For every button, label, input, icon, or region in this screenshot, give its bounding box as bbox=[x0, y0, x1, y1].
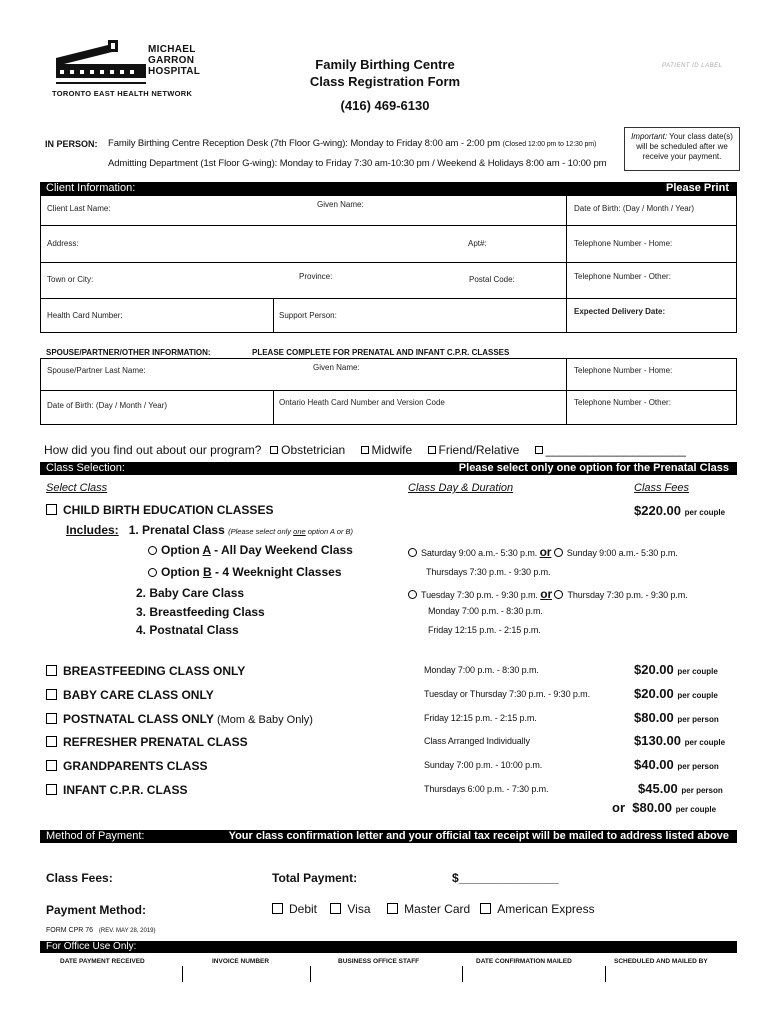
other-classes-list bbox=[46, 662, 736, 805]
important-label: Important: bbox=[631, 132, 668, 141]
cbe-fee-amount: $220.00 bbox=[634, 503, 681, 518]
includes-line bbox=[66, 523, 353, 537]
referral-question-text: How did you find out about our program? bbox=[44, 443, 262, 457]
midwife-label: Midwife bbox=[371, 443, 413, 457]
spouse-last-name-field[interactable]: Spouse/Partner Last Name: bbox=[47, 366, 146, 375]
baby-care-label: 2. Baby Care Class bbox=[136, 586, 245, 600]
payment-label: Method of Payment: bbox=[46, 830, 145, 842]
amex-checkbox[interactable] bbox=[480, 903, 491, 914]
payment-bar bbox=[40, 830, 737, 843]
option-a[interactable]: Option A - All Day Weekend Class bbox=[148, 543, 353, 557]
spouse-tel-other-field[interactable]: Telephone Number - Other: bbox=[574, 398, 671, 407]
location-1-note: (Closed 12:00 pm to 12:30 pm) bbox=[502, 141, 597, 148]
address-field[interactable]: Address: bbox=[47, 239, 79, 248]
class-fees-label: Class Fees: bbox=[46, 871, 113, 885]
office-label: For Office Use Only: bbox=[46, 941, 137, 952]
client-info-grid bbox=[40, 195, 737, 333]
select-class-header: Select Class bbox=[46, 482, 108, 494]
friend-label: Friend/Relative bbox=[438, 443, 520, 457]
hospital-logo bbox=[52, 40, 212, 100]
please-print-label: Please Print bbox=[666, 182, 729, 194]
org-name-1: MICHAEL bbox=[148, 44, 196, 55]
apt-field[interactable]: Apt#: bbox=[468, 239, 487, 248]
title-line-2: Class Registration Form bbox=[309, 74, 461, 89]
mastercard-checkbox[interactable] bbox=[387, 903, 398, 914]
spouse-grid bbox=[40, 358, 737, 425]
office-col-date-mailed: DATE CONFIRMATION MAILED bbox=[476, 958, 572, 965]
town-field[interactable]: Town or City: bbox=[47, 275, 94, 284]
tel-other-field[interactable]: Telephone Number - Other: bbox=[574, 272, 671, 281]
class-fees-header: Class Fees bbox=[634, 482, 690, 494]
baby-care-schedule: Tuesday 7:30 p.m. - 9:30 p.m. or Thursday 7:30 p.m. - 9:30 p.m. bbox=[408, 587, 688, 601]
class-checkbox[interactable] bbox=[46, 760, 57, 771]
total-payment-field[interactable]: $_______________ bbox=[452, 871, 559, 885]
cbe-checkbox[interactable] bbox=[46, 504, 57, 515]
includes-label: Includes: bbox=[66, 523, 119, 537]
other-line[interactable]: _____________________ bbox=[545, 443, 686, 457]
client-given-name-field[interactable]: Given Name: bbox=[317, 200, 364, 209]
title-line-1: Family Birthing Centre bbox=[315, 57, 455, 72]
prenatal-class-label: 1. Prenatal Class bbox=[128, 523, 225, 537]
office-col-date-received: DATE PAYMENT RECEIVED bbox=[60, 958, 145, 965]
client-info-bar bbox=[40, 182, 737, 195]
class-checkbox[interactable] bbox=[46, 784, 57, 795]
other-checkbox[interactable] bbox=[535, 446, 543, 454]
class-row[interactable]: BABY CARE CLASS ONLY Tuesday or Thursday 7:30 p.m. - 9:30 p.m. $20.00 per couple bbox=[46, 686, 736, 710]
saturday-radio[interactable] bbox=[408, 548, 417, 557]
class-checkbox[interactable] bbox=[46, 736, 57, 747]
total-payment-label: Total Payment: bbox=[272, 871, 358, 885]
network-name: TORONTO EAST HEALTH NETWORK bbox=[52, 89, 193, 98]
cbe-title: CHILD BIRTH EDUCATION CLASSES bbox=[63, 503, 274, 517]
referral-question bbox=[44, 443, 686, 457]
office-col-staff: BUSINESS OFFICE STAFF bbox=[338, 958, 420, 965]
edd-field[interactable]: Expected Delivery Date: bbox=[574, 307, 666, 316]
option-b-radio[interactable] bbox=[148, 568, 157, 577]
class-row[interactable]: REFRESHER PRENATAL CLASS Class Arranged Individually $130.00 per couple bbox=[46, 733, 736, 757]
health-card-field[interactable]: Health Card Number: bbox=[47, 311, 123, 320]
thursday-radio[interactable] bbox=[554, 590, 563, 599]
location-line-2: Admitting Department (1st Floor G-wing): Monday to Friday 7:30 am-10:30 pm / Weekend & Holidays 8:00 am - 10:00 pm bbox=[108, 158, 607, 169]
form-code: FORM CPR 76 (REV. MAY 28, 2019) bbox=[46, 927, 156, 934]
class-checkbox[interactable] bbox=[46, 689, 57, 700]
cpr-alt-fee: or $80.00 per couple bbox=[612, 800, 717, 815]
postnatal-label: 4. Postnatal Class bbox=[136, 623, 239, 637]
office-divider bbox=[462, 966, 463, 982]
class-row[interactable]: POSTNATAL CLASS ONLY (Mom & Baby Only) Friday 12:15 p.m. - 2:15 p.m. $80.00 per person bbox=[46, 710, 736, 734]
class-selection-instruction: Please select only one option for the Prenatal Class bbox=[458, 462, 729, 474]
payment-method-label: Payment Method: bbox=[46, 903, 147, 917]
friend-checkbox[interactable] bbox=[428, 446, 436, 454]
form-title-block bbox=[250, 56, 520, 114]
office-col-invoice: INVOICE NUMBER bbox=[212, 958, 270, 965]
support-person-field[interactable]: Support Person: bbox=[279, 311, 337, 320]
phone-number: (416) 469-6130 bbox=[340, 98, 430, 113]
class-checkbox[interactable] bbox=[46, 665, 57, 676]
option-a-radio[interactable] bbox=[148, 546, 157, 555]
spouse-given-name-field[interactable]: Given Name: bbox=[313, 363, 360, 372]
payment-options: Debit Visa Master Card American Express bbox=[272, 902, 595, 916]
debit-checkbox[interactable] bbox=[272, 903, 283, 914]
postnatal-schedule: Friday 12:15 p.m. - 2:15 p.m. bbox=[428, 625, 541, 635]
option-b[interactable]: Option B - 4 Weeknight Classes bbox=[148, 565, 342, 579]
breastfeeding-label: 3. Breastfeeding Class bbox=[136, 605, 265, 619]
patient-id-label: PATIENT ID LABEL bbox=[662, 63, 723, 69]
breastfeeding-schedule: Monday 7:00 p.m. - 8:30 p.m. bbox=[428, 606, 543, 616]
class-row[interactable]: BREASTFEEDING CLASS ONLY Monday 7:00 p.m. - 8:30 p.m. $20.00 per couple bbox=[46, 662, 736, 686]
client-dob-field[interactable]: Date of Birth: (Day / Month / Year) bbox=[574, 204, 695, 213]
in-person-label: IN PERSON: bbox=[45, 139, 98, 149]
office-divider bbox=[310, 966, 311, 982]
class-checkbox[interactable] bbox=[46, 713, 57, 724]
org-name-2: GARRON bbox=[148, 55, 195, 66]
visa-checkbox[interactable] bbox=[330, 903, 341, 914]
tel-home-field[interactable]: Telephone Number - Home: bbox=[574, 239, 673, 248]
location-1-text: Family Birthing Centre Reception Desk (7th Floor G-wing): Monday to Friday 8:00 am - 2:00 pm bbox=[108, 138, 501, 149]
client-last-name-field[interactable]: Client Last Name: bbox=[47, 204, 111, 213]
province-field[interactable]: Province: bbox=[299, 272, 333, 281]
location-line-1 bbox=[108, 138, 596, 149]
spouse-ohip-field[interactable]: Ontario Heath Card Number and Version Code bbox=[279, 398, 445, 407]
office-bar bbox=[40, 941, 737, 953]
class-row[interactable]: INFANT C.P.R. CLASS Thursdays 6:00 p.m. - 7:30 p.m. $45.00 per person bbox=[46, 781, 736, 805]
obstetrician-checkbox[interactable] bbox=[270, 446, 278, 454]
class-selection-bar bbox=[40, 462, 737, 475]
prenatal-note: (Please select only one option A or B) bbox=[228, 527, 354, 536]
client-info-label: Client Information: bbox=[46, 182, 136, 194]
office-col-scheduled-by: SCHEDULED AND MAILED BY bbox=[614, 958, 708, 965]
spouse-dob-field[interactable]: Date of Birth: (Day / Month / Year) bbox=[47, 401, 168, 410]
midwife-checkbox[interactable] bbox=[361, 446, 369, 454]
org-name-3: HOSPITAL bbox=[148, 66, 201, 77]
obstetrician-label: Obstetrician bbox=[281, 443, 346, 457]
cbe-fee-unit: per couple bbox=[684, 508, 726, 517]
office-divider bbox=[605, 966, 606, 982]
option-a-schedule: Saturday 9:00 a.m.- 5:30 p.m. or Sunday 9:00 a.m.- 5:30 p.m. bbox=[408, 545, 678, 559]
class-day-header: Class Day & Duration bbox=[408, 482, 514, 494]
class-selection-label: Class Selection: bbox=[46, 462, 125, 474]
payment-notice: Your class confirmation letter and your official tax receipt will be mailed to address listed above bbox=[228, 830, 729, 842]
sunday-radio[interactable] bbox=[554, 548, 563, 557]
cbe-class-option[interactable] bbox=[46, 503, 273, 517]
tuesday-radio[interactable] bbox=[408, 590, 417, 599]
option-b-schedule: Thursdays 7:30 p.m. - 9:30 p.m. bbox=[426, 567, 551, 577]
cbe-fee bbox=[634, 503, 725, 518]
office-divider bbox=[182, 966, 183, 982]
spouse-tel-home-field[interactable]: Telephone Number - Home: bbox=[574, 366, 673, 375]
spouse-heading: SPOUSE/PARTNER/OTHER INFORMATION: bbox=[46, 348, 211, 357]
important-text: Your class date(s) will be scheduled after we receive your payment. bbox=[636, 132, 733, 161]
class-row[interactable]: GRANDPARENTS CLASS Sunday 7:00 p.m. - 10:00 p.m. $40.00 per person bbox=[46, 757, 736, 781]
postal-code-field[interactable]: Postal Code: bbox=[469, 275, 515, 284]
important-note bbox=[624, 127, 740, 171]
spouse-instruction: PLEASE COMPLETE FOR PRENATAL AND INFANT C.P.R. CLASSES bbox=[252, 348, 510, 357]
